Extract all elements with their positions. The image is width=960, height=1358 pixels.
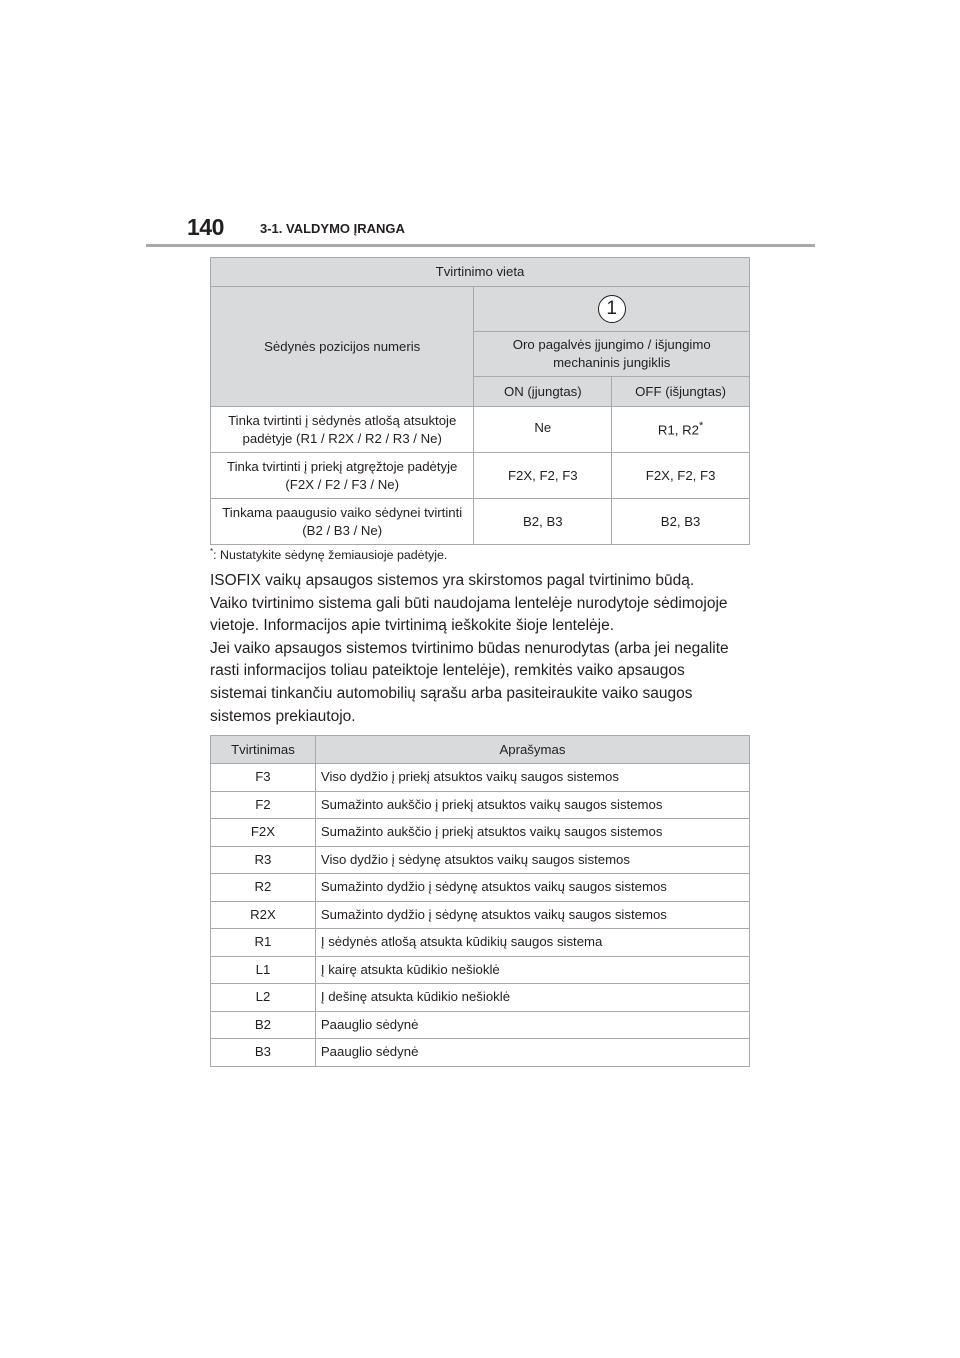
page-header bbox=[146, 212, 815, 246]
mounting-code: B2 bbox=[211, 1011, 316, 1039]
body-line: sistemai tinkančiu automobilių sąrašu arba pasiteiraukite vaiko saugos bbox=[210, 684, 693, 702]
table-row bbox=[211, 1039, 750, 1067]
mounting-description: Sumažinto aukščio į priekį atsuktos vaikų saugos sistemos bbox=[315, 791, 749, 819]
body-line: Jei vaiko apsaugos sistemos tvirtinimo būdas nenurodytas (arba jei negalite bbox=[210, 639, 729, 657]
body-line: rasti informacijos toliau pateiktoje lentelėje), remkitės vaiko apsaugos bbox=[210, 662, 685, 680]
mounting-description: Sumažinto dydžio į sėdynę atsuktos vaikų saugos sistemos bbox=[315, 901, 749, 929]
body-line: sistemos prekiautojo. bbox=[210, 707, 356, 725]
mounting-description: Viso dydžio į sėdynę atsuktos vaikų saugos sistemos bbox=[315, 846, 749, 874]
header-divider bbox=[146, 244, 815, 247]
table-row bbox=[211, 846, 750, 874]
body-line: ISOFIX vaikų apsaugos sistemos yra skirstomos pagal tvirtinimo būdą. bbox=[210, 572, 695, 589]
table-row bbox=[211, 984, 750, 1012]
footnote-mark: * bbox=[210, 547, 214, 556]
header-mounting: Tvirtinimas bbox=[211, 736, 316, 764]
mounting-type-table bbox=[210, 735, 750, 1067]
table-row bbox=[211, 258, 750, 287]
footnote-mark: * bbox=[698, 420, 704, 432]
mounting-code: L1 bbox=[211, 956, 316, 984]
col-off-header: OFF (išjungtas) bbox=[612, 377, 750, 407]
footnote-text: : Nustatykite sėdynę žemiausioje padėtyje. bbox=[213, 548, 448, 563]
mounting-code: F2X bbox=[211, 819, 316, 847]
table-row bbox=[211, 287, 750, 332]
table-row bbox=[211, 407, 750, 453]
table-row bbox=[211, 499, 750, 545]
mounting-description: Viso dydžio į priekį atsuktos vaikų saugos sistemos bbox=[315, 764, 749, 792]
cell-on: B2, B3 bbox=[474, 499, 612, 545]
mounting-code: F2 bbox=[211, 791, 316, 819]
body-line: vietoje. Informacijos apie tvirtinimą ieškokite šioje lentelėje. bbox=[210, 617, 615, 635]
position-cell bbox=[474, 287, 750, 332]
page-number: 140 bbox=[187, 214, 224, 240]
position-number-badge: 1 bbox=[598, 295, 626, 323]
cell-on: Ne bbox=[474, 407, 612, 453]
table-row bbox=[211, 764, 750, 792]
seat-position-label: Sėdynės pozicijos numeris bbox=[211, 287, 474, 407]
mounting-code: R3 bbox=[211, 846, 316, 874]
table-row bbox=[211, 819, 750, 847]
airbag-switch-header: Oro pagalvės įjungimo / išjungimo mechaninis jungiklis bbox=[474, 332, 750, 377]
mounting-description: Sumažinto aukščio į priekį atsuktos vaikų saugos sistemos bbox=[315, 819, 749, 847]
cell-off bbox=[612, 407, 750, 453]
mounting-code: R2X bbox=[211, 901, 316, 929]
mounting-description: Į kairę atsukta kūdikio nešioklė bbox=[315, 956, 749, 984]
mounting-description: Paauglio sėdynė bbox=[315, 1011, 749, 1039]
row-label: Tinka tvirtinti į priekį atgręžtoje padėtyje (F2X / F2 / F3 / Ne) bbox=[211, 453, 474, 499]
cell-on: F2X, F2, F3 bbox=[474, 453, 612, 499]
table-row bbox=[211, 791, 750, 819]
seat-position-table bbox=[210, 257, 750, 545]
header-description: Aprašymas bbox=[315, 736, 749, 764]
cell-off: F2X, F2, F3 bbox=[612, 453, 750, 499]
table-row bbox=[211, 901, 750, 929]
table-row bbox=[211, 1011, 750, 1039]
table-row bbox=[211, 453, 750, 499]
mounting-code: R1 bbox=[211, 929, 316, 957]
mounting-description: Sumažinto dydžio į sėdynę atsuktos vaikų saugos sistemos bbox=[315, 874, 749, 902]
mounting-description: Į dešinę atsukta kūdikio nešioklė bbox=[315, 984, 749, 1012]
mounting-description: Į sėdynės atlošą atsukta kūdikių saugos sistema bbox=[315, 929, 749, 957]
cell-off: B2, B3 bbox=[612, 499, 750, 545]
mounting-code: L2 bbox=[211, 984, 316, 1012]
col-on-header: ON (įjungtas) bbox=[474, 377, 612, 407]
section-title: 3-1. VALDYMO ĮRANGA bbox=[260, 221, 405, 236]
table-header-row bbox=[211, 736, 750, 764]
mounting-code: F3 bbox=[211, 764, 316, 792]
table-row bbox=[211, 956, 750, 984]
row-label: Tinka tvirtinti į sėdynės atlošą atsuktoje padėtyje (R1 / R2X / R2 / R3 / Ne) bbox=[211, 407, 474, 453]
body-line: Vaiko tvirtinimo sistema gali būti naudojama lentelėje nurodytoje sėdimojoje bbox=[210, 594, 728, 612]
mounting-code: B3 bbox=[211, 1039, 316, 1067]
mounting-location-header: Tvirtinimo vieta bbox=[211, 258, 750, 287]
mounting-description: Paauglio sėdynė bbox=[315, 1039, 749, 1067]
row-label: Tinkama paaugusio vaiko sėdynei tvirtinti (B2 / B3 / Ne) bbox=[211, 499, 474, 545]
table-row bbox=[211, 929, 750, 957]
footnote bbox=[210, 547, 447, 562]
cell-off-value: R1, R2 bbox=[657, 422, 699, 438]
mounting-code: R2 bbox=[211, 874, 316, 902]
body-paragraph bbox=[210, 570, 755, 728]
table-row bbox=[211, 874, 750, 902]
